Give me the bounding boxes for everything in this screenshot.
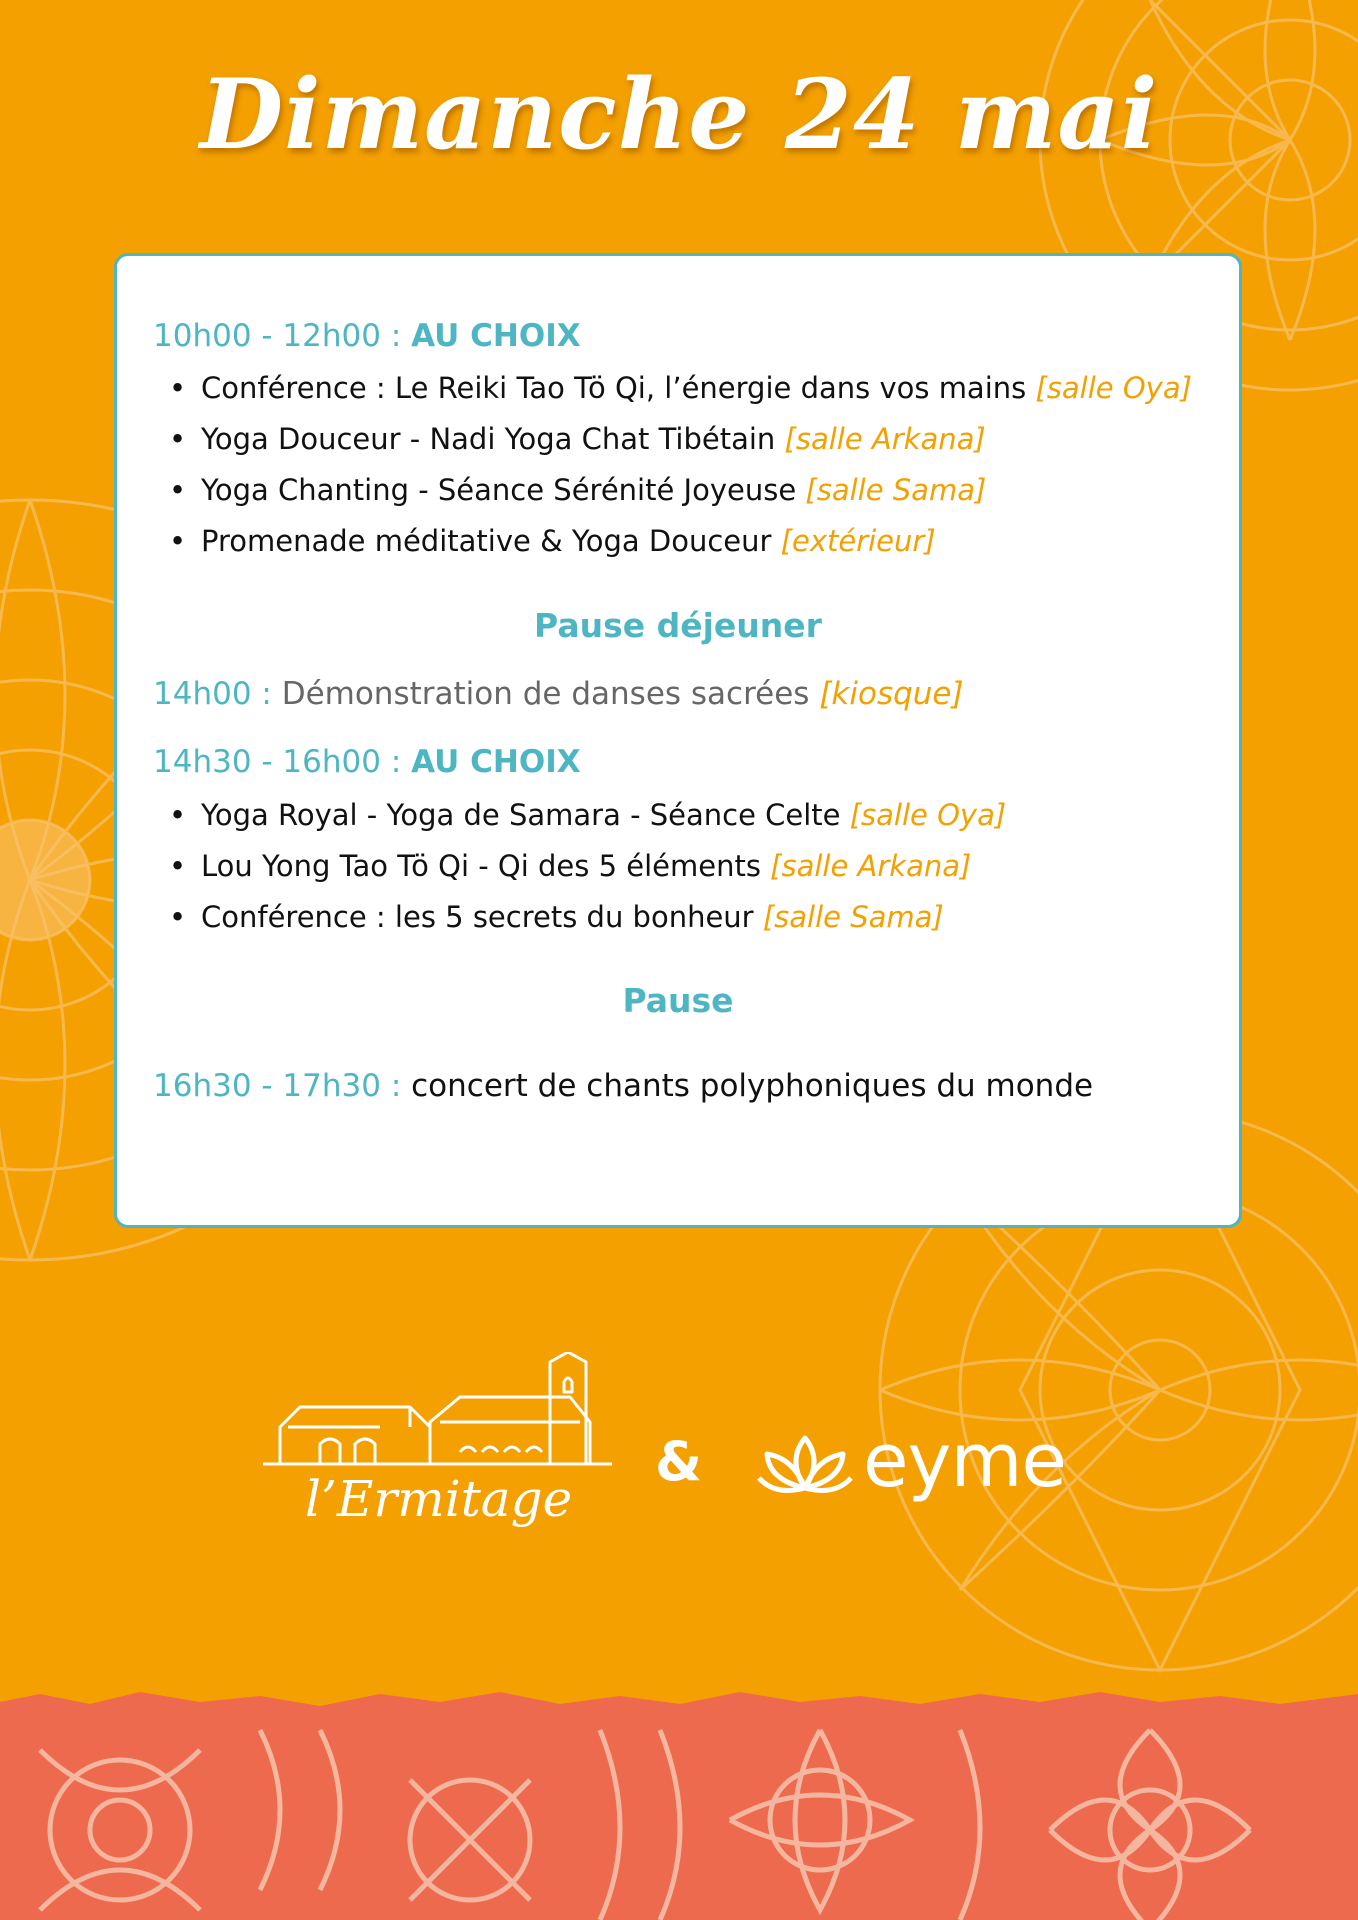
slot-description: concert de chants polyphoniques du monde — [411, 1068, 1094, 1104]
lotus-icon — [755, 1430, 855, 1500]
slot-time: 14h00 : — [153, 676, 282, 712]
pause-lunch-heading: Pause déjeuner — [534, 606, 822, 645]
slot-time: 10h00 - 12h00 : — [153, 318, 412, 354]
pause-heading: Pause — [622, 981, 734, 1020]
list-item — [169, 841, 1006, 892]
morning-activities-list — [169, 363, 1192, 567]
footer-pattern-band — [0, 1690, 1358, 1920]
activity-title: Conférence : Le Reiki Tao Tö Qi, l’énergie dans vos mains — [201, 371, 1036, 405]
bullet-icon: • — [169, 371, 187, 405]
slot-time: 16h30 - 17h30 : — [153, 1068, 412, 1104]
slot-time: 14h30 - 16h00 : — [153, 744, 412, 780]
activity-room: [salle Oya] — [849, 798, 1007, 832]
eyme-wordmark: eyme — [863, 1418, 1066, 1504]
list-item — [169, 465, 1192, 516]
activity-title: Conférence : les 5 secrets du bonheur — [201, 900, 763, 934]
list-item — [169, 790, 1006, 841]
list-item — [169, 363, 1192, 414]
bullet-icon: • — [169, 849, 187, 883]
eyme-logo — [755, 1418, 1075, 1510]
activity-title: Yoga Douceur - Nadi Yoga Chat Tibétain — [201, 422, 785, 456]
activity-room: [kiosque] — [819, 676, 964, 712]
list-item — [169, 892, 1006, 943]
page-title: Dimanche 24 mai — [199, 58, 1159, 171]
bullet-icon: • — [169, 422, 187, 456]
slot-label: AU CHOIX — [411, 318, 581, 354]
slot-afternoon-heading — [153, 744, 581, 780]
activity-room: [salle Arkana] — [770, 849, 972, 883]
activity-room: [salle Sama] — [762, 900, 944, 934]
building-icon — [260, 1352, 620, 1472]
afternoon-activities-list — [169, 790, 1006, 943]
ermitage-wordmark: l’Ermitage — [305, 1470, 573, 1528]
activity-room: [extérieur] — [780, 524, 936, 558]
slot-demo-heading — [153, 676, 964, 712]
activity-room: [salle Arkana] — [784, 422, 986, 456]
ampersand: & — [655, 1430, 703, 1493]
slot-label: AU CHOIX — [411, 744, 581, 780]
list-item — [169, 516, 1192, 567]
list-item — [169, 414, 1192, 465]
activity-title: Yoga Chanting - Séance Sérénité Joyeuse — [201, 473, 806, 507]
slot-morning-heading — [153, 318, 581, 354]
schedule-card — [114, 253, 1242, 1228]
bullet-icon: • — [169, 798, 187, 832]
activity-room: [salle Sama] — [805, 473, 987, 507]
activity-title: Lou Yong Tao Tö Qi - Qi des 5 éléments — [201, 849, 771, 883]
activity-room: [salle Oya] — [1035, 371, 1192, 405]
activity-title: Promenade méditative & Yoga Douceur — [201, 524, 781, 558]
slot-description: Démonstration de danses sacrées — [281, 676, 820, 712]
slot-concert-heading — [153, 1068, 1093, 1104]
activity-title: Yoga Royal - Yoga de Samara - Séance Celte — [201, 798, 850, 832]
bullet-icon: • — [169, 524, 187, 558]
ermitage-logo — [260, 1352, 620, 1552]
bullet-icon: • — [169, 473, 187, 507]
bullet-icon: • — [169, 900, 187, 934]
